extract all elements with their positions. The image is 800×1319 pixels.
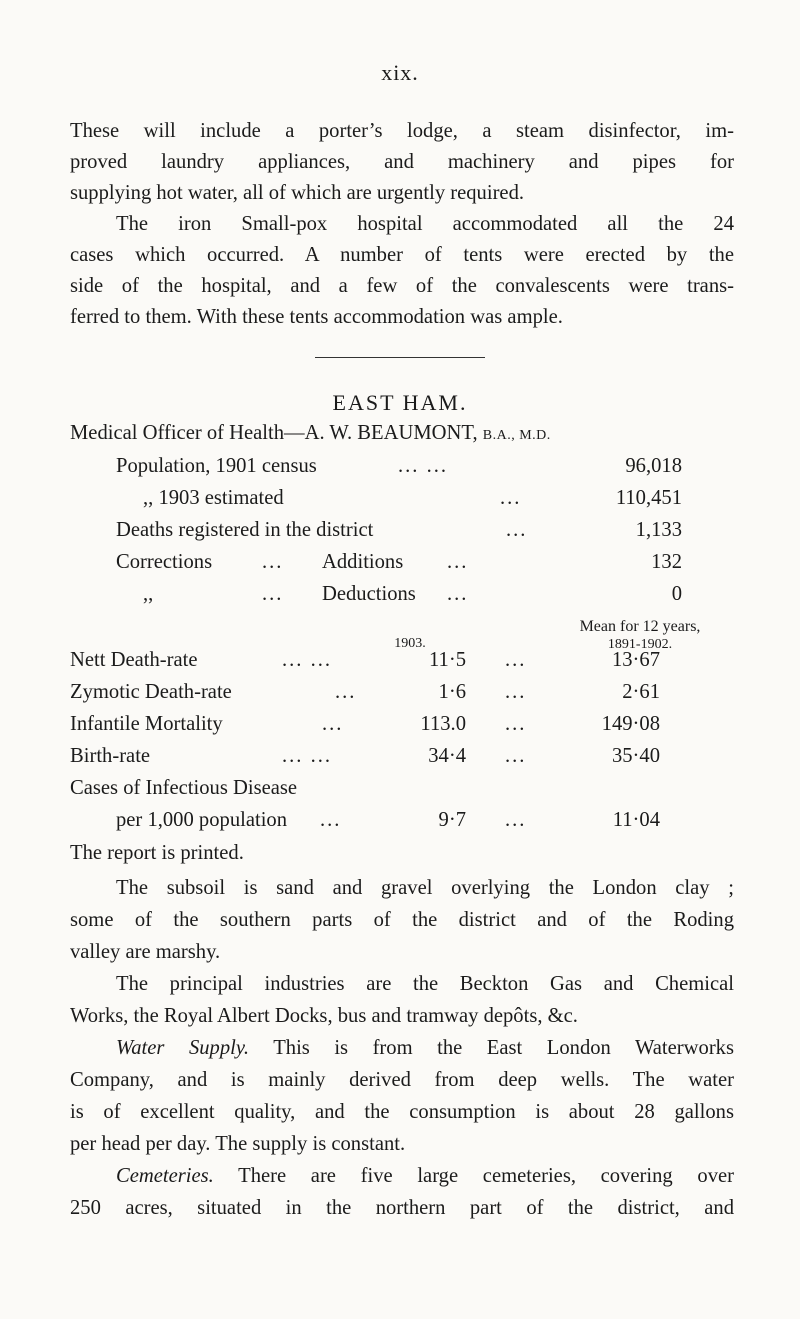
leader-dots: ... ...: [282, 745, 333, 767]
text-line: [70, 1032, 734, 1064]
rate-label: Zymotic Death-rate: [70, 681, 232, 703]
rate-label: per 1,000 population: [116, 809, 288, 831]
intro-paragraph: [70, 116, 734, 209]
stat-row-corrections-additions: [0, 551, 800, 581]
industries-paragraph: [70, 968, 734, 1032]
rates-row: [0, 713, 800, 743]
rate-value-1903: 11·5: [429, 649, 466, 671]
text-line: The iron Small-pox hospital accommodated all the 24: [116, 213, 734, 235]
leader-dots: ...: [505, 809, 527, 831]
stat-label: ,,: [143, 583, 154, 605]
section-divider: [315, 357, 485, 358]
rate-value-mean: 11·04: [612, 809, 660, 831]
rate-label: Cases of Infectious Disease: [70, 777, 298, 799]
column-header-mean-1: Mean for 12 years,: [579, 618, 701, 635]
rate-label: Nett Death-rate: [70, 649, 198, 671]
rate-value-mean: 2·61: [622, 681, 660, 703]
column-header-mean-2: 1891-1902.: [607, 637, 673, 652]
report-printed-text: The report is printed.: [70, 842, 244, 864]
leader-dots: ...: [500, 487, 522, 509]
stat-label: ,, 1903 estimated: [143, 487, 284, 509]
stat-sublabel: Deductions: [322, 583, 416, 605]
text-line: is of excellent quality, and the consumption is about 28 gallons: [70, 1101, 734, 1123]
rate-value-1903: 1·6: [438, 681, 466, 703]
medical-officer-name: Medical Officer of Health—A. W. BEAUMONT,: [70, 422, 478, 444]
leader-dots: ...: [335, 681, 357, 703]
rates-row: [0, 745, 800, 775]
leader-dots: ...: [447, 583, 469, 605]
stat-label: Population, 1901 census: [116, 455, 317, 477]
rate-value-1903: 34·4: [428, 745, 466, 767]
leader-dots: ...: [320, 809, 342, 831]
leader-dots: ...: [447, 551, 469, 573]
stat-row-population-1903: [0, 487, 800, 517]
water-supply-title: Water Supply.: [116, 1037, 250, 1059]
text-line: valley are marshy.: [70, 941, 221, 963]
rates-row: [0, 649, 800, 679]
rate-label: Infantile Mortality: [70, 713, 223, 735]
text-line: Company, and is mainly derived from deep wells. The water: [70, 1069, 734, 1091]
stat-value: 0: [671, 583, 682, 605]
rate-value-1903: 113.0: [420, 713, 466, 735]
stat-sublabel: Additions: [322, 551, 404, 573]
text-line: some of the southern parts of the district and of the Roding: [70, 909, 734, 931]
leader-dots: ...: [505, 713, 527, 735]
text-line: side of the hospital, and a few of the convalescents were trans-: [70, 275, 734, 297]
text-line: These will include a porter’s lodge, a steam disinfector, im-: [70, 120, 734, 142]
text-line: cases which occurred. A number of tents were erected by the: [70, 244, 734, 266]
stat-value: 1,133: [635, 519, 682, 541]
smallpox-paragraph: [70, 209, 734, 333]
leader-dots: ... ...: [282, 649, 333, 671]
text-line: The subsoil is sand and gravel overlying the London clay ;: [116, 877, 734, 899]
water-supply-text: This is from the East London Waterworks: [273, 1037, 734, 1059]
cemeteries-text: There are five large cemeteries, covering over: [238, 1165, 734, 1187]
stat-value: 132: [651, 551, 682, 573]
text-line: [70, 1160, 734, 1192]
stat-value: 110,451: [615, 487, 682, 509]
leader-dots: ...: [506, 519, 528, 541]
stat-row-population-1901: [0, 455, 800, 485]
rate-label: Birth-rate: [70, 745, 151, 767]
medical-officer-line: [70, 422, 734, 445]
cemeteries-paragraph: [70, 1160, 734, 1224]
stat-value: 96,018: [625, 455, 682, 477]
leader-dots: ...: [505, 681, 527, 703]
medical-officer-degrees: B.A., M.D.: [482, 428, 551, 443]
leader-dots: ...: [505, 649, 527, 671]
leader-dots: ...: [322, 713, 344, 735]
text-line: ferred to them. With these tents accommodation was ample.: [70, 306, 563, 328]
rates-row: [0, 681, 800, 711]
text-line: The principal industries are the Beckton Gas and Chemical: [116, 973, 734, 995]
rate-value-mean: 149·08: [601, 713, 660, 735]
water-supply-paragraph: [70, 1032, 734, 1160]
rates-table-header: [0, 614, 800, 654]
leader-dots: ... ...: [398, 455, 449, 477]
rate-value-mean: 35·40: [611, 745, 660, 767]
stat-row-corrections-deductions: [0, 583, 800, 613]
leader-dots: ...: [262, 583, 284, 605]
leader-dots: ...: [262, 551, 284, 573]
text-line: supplying hot water, all of which are urgently required.: [70, 182, 525, 204]
stat-row-deaths: [0, 519, 800, 549]
cemeteries-title: Cemeteries.: [116, 1165, 214, 1187]
text-line: 250 acres, situated in the northern part of the district, and: [70, 1197, 734, 1219]
section-heading: EAST HAM.: [332, 390, 468, 415]
report-printed-line: [0, 842, 800, 872]
subsoil-paragraph: [70, 872, 734, 968]
stat-label: Deaths registered in the district: [116, 519, 374, 541]
text-line: proved laundry appliances, and machinery and pipes for: [70, 151, 734, 173]
leader-dots: ...: [505, 745, 527, 767]
page-number: xix.: [381, 60, 419, 85]
text-line: Works, the Royal Albert Docks, bus and tramway depôts, &c.: [70, 1005, 578, 1027]
rates-row-infectious-label: [0, 777, 800, 807]
rates-row-infectious: [0, 809, 800, 839]
rate-value-1903: 9·7: [438, 809, 466, 831]
rate-value-mean: 13·67: [611, 649, 660, 671]
stat-label: Corrections: [116, 551, 213, 573]
text-line: per head per day. The supply is constant.: [70, 1133, 406, 1155]
column-header-1903: 1903.: [394, 636, 426, 651]
